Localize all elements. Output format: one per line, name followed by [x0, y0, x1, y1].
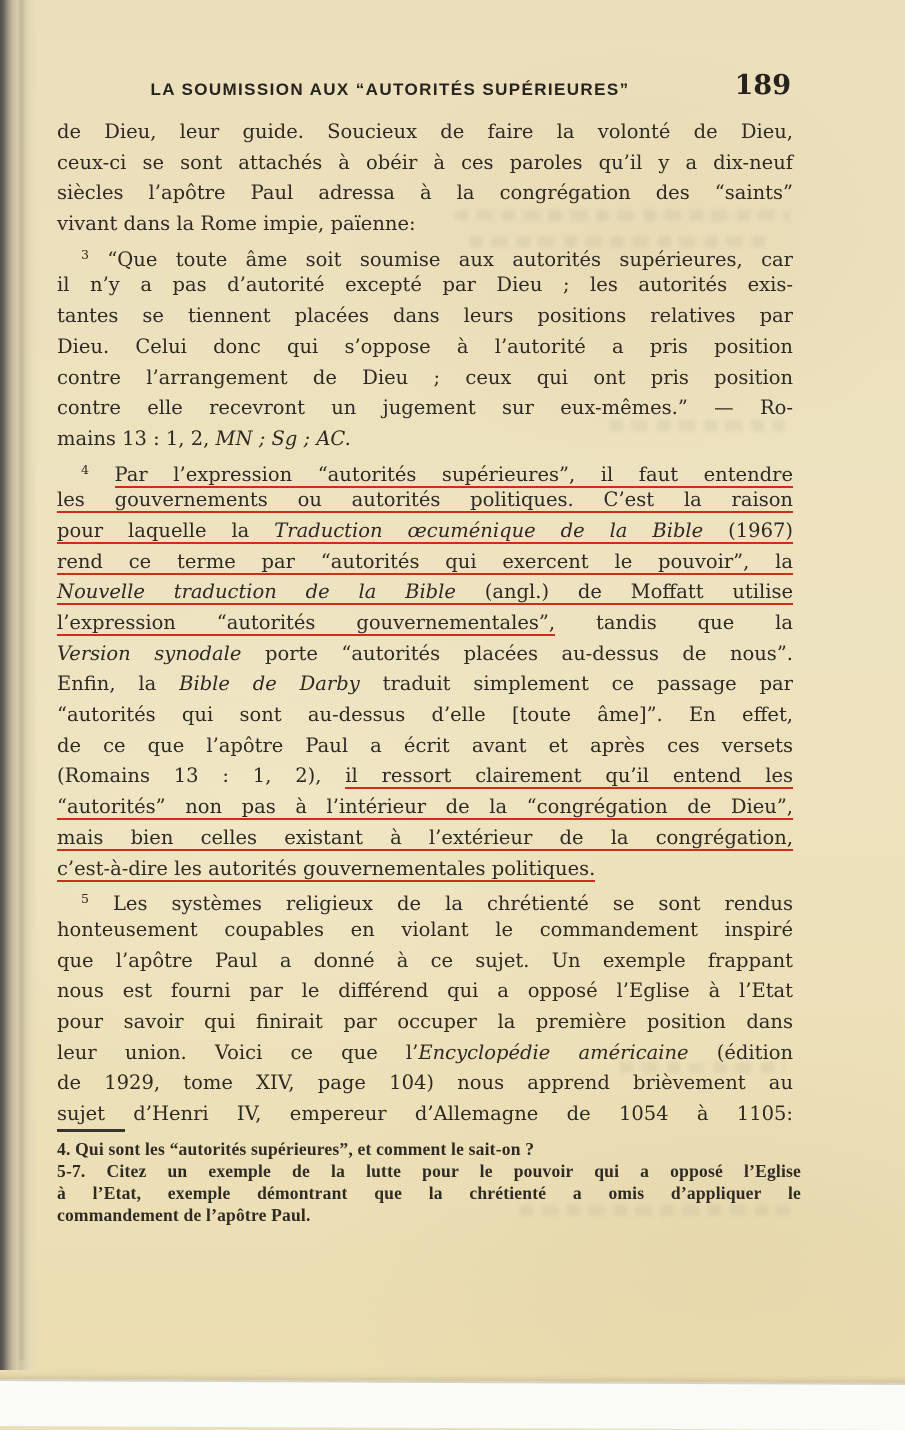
text-line	[57, 823, 793, 854]
page-number: 189	[734, 70, 791, 101]
study-question-footnotes	[57, 1138, 801, 1226]
text-segment: que l’apôtre Paul a donné à ce sujet. Un exemple frappant	[57, 948, 793, 972]
text-segment: Bible de Darby	[179, 672, 360, 696]
text-line	[57, 424, 793, 455]
text-line	[57, 363, 793, 394]
red-underlined-segment: il ressort clairement qu’il entend les	[345, 764, 793, 788]
red-underlined-segment: mais bien celles existant à l’extérieur de la congrégation,	[57, 825, 793, 849]
gutter-streak	[20, 0, 27, 1360]
text-line	[57, 301, 793, 332]
text-segment: honteusement coupables en violant le commandement inspiré	[57, 917, 793, 941]
text-line	[57, 976, 793, 1007]
text-segment: de Dieu, leur guide. Soucieux de faire la volonté de Dieu,	[57, 120, 793, 143]
running-title: LA SOUMISSION AUX “AUTORITÉS SUPÉRIEURES”	[150, 80, 630, 99]
red-underlined-segment: c’est-à-dire les autorités gouvernementales politiques.	[57, 856, 596, 880]
text-segment: porte “autorités placées au-dessus de nous”.	[241, 641, 793, 665]
red-underlined-segment: Nouvelle traduction de la Bible	[57, 580, 456, 604]
paragraph-number: 3	[81, 246, 89, 262]
text-line	[57, 577, 793, 608]
text-segment: contre elle recevront un jugement sur eux-mêmes.” — Ro-	[57, 396, 793, 420]
red-underlined-segment: (angl.) de Moffatt utilise	[455, 580, 793, 604]
text-segment: il n’y a pas d’autorité excepté par Dieu ; les autorités exis-	[57, 273, 793, 297]
text-line	[57, 854, 793, 885]
text-segment: Les systèmes religieux de la chrétienté se sont rendus	[88, 892, 793, 916]
text-segment: siècles l’apôtre Paul adressa à la congrégation des “saints”	[57, 181, 793, 205]
text-segment	[89, 463, 115, 486]
text-line	[57, 915, 793, 946]
red-underlined-segment: Traduction œcuménique de la Bible	[274, 518, 704, 542]
text-segment: vivant dans la Rome impie, païenne:	[57, 212, 416, 236]
footnote-separator-rule	[57, 1129, 125, 1132]
text-line	[57, 270, 793, 301]
text-line	[57, 209, 793, 240]
text-line	[57, 761, 793, 792]
text-line	[57, 669, 793, 700]
text-line	[57, 946, 793, 977]
text-segment: de 1929, tome XIV, page 104) nous apprend brièvement au	[57, 1071, 793, 1095]
text-segment: (édition	[688, 1040, 794, 1064]
text-segment: leur union. Voici ce que l’	[57, 1040, 419, 1064]
text-line	[57, 148, 793, 179]
footnote-line: 5-7. Citez un exemple de la lutte pour le pouvoir qui a opposé l’Eglise	[57, 1161, 801, 1181]
footnote-line: commandement de l’apôtre Paul.	[57, 1205, 311, 1225]
text-line	[57, 117, 793, 148]
text-segment: Encyclopédie américaine	[418, 1040, 689, 1064]
red-underlined-segment: rend ce terme par “autorités qui exercent le pouvoir”, la	[57, 549, 793, 573]
text-segment: de ce que l’apôtre Paul a écrit avant et après ces versets	[57, 733, 793, 757]
text-line	[57, 547, 793, 578]
text-line	[57, 1007, 793, 1038]
text-segment: MN ; Sg ; AC.	[215, 426, 351, 450]
book-gutter-shadow	[0, 0, 38, 1370]
text-line	[57, 455, 793, 486]
text-segment: Enfin, la	[57, 672, 180, 696]
scanner-bed-strip	[0, 1379, 905, 1430]
page-header	[57, 70, 793, 104]
text-line	[57, 332, 793, 363]
text-segment: contre l’arrangement de Dieu ; ceux qui ont pris position	[57, 365, 793, 389]
text-segment: tantes se tiennent placées dans leurs positions relatives par	[57, 304, 793, 328]
text-line	[57, 608, 793, 639]
text-segment: traduit simplement ce passage par	[359, 672, 793, 696]
paragraph-number: 5	[81, 891, 89, 907]
paragraph-number: 4	[81, 461, 89, 477]
footnote-line: à l’Etat, exemple démontrant que la chrétienté a omis d’appliquer le	[57, 1183, 801, 1203]
red-underlined-segment: “autorités” non pas à l’intérieur de la “congrégation de Dieu”,	[57, 795, 793, 819]
text-line	[57, 1068, 793, 1099]
text-segment: sujet d’Henri IV, empereur d’Allemagne de 1054 à 1105:	[57, 1102, 793, 1125]
text-line	[57, 485, 793, 516]
text-line	[57, 700, 793, 731]
body-text	[57, 117, 793, 1130]
text-segment: “Que toute âme soit soumise aux autorités supérieures, car	[88, 247, 793, 271]
text-line	[57, 178, 793, 209]
footnote-line: 4. Qui sont les “autorités supérieures”, et comment le sait-on ?	[57, 1139, 535, 1159]
red-underlined-segment: Par l’expression “autorités supérieures”, il faut entendre	[114, 462, 793, 486]
text-segment: pour savoir qui finirait par occuper la première position dans	[57, 1009, 793, 1033]
red-underlined-segment: l’expression “autorités gouvernementales”,	[57, 611, 556, 634]
text-line	[57, 516, 793, 547]
text-line	[57, 731, 793, 762]
text-segment: mains 13 : 1, 2,	[57, 426, 216, 450]
text-segment: (Romains 13 : 1, 2),	[57, 764, 346, 788]
text-line	[57, 1099, 793, 1130]
red-underlined-segment: les gouvernements ou autorités politiques. C’est la raison	[57, 488, 793, 512]
text-line	[57, 639, 793, 670]
text-segment: tandis que la	[555, 611, 793, 634]
red-underlined-segment: pour laquelle la	[57, 518, 275, 542]
text-line	[57, 884, 793, 915]
text-line	[57, 240, 793, 271]
text-segment: Dieu. Celui donc qui s’oppose à l’autorité a pris position	[57, 334, 793, 358]
text-segment: Version synodale	[57, 641, 242, 665]
text-line	[57, 792, 793, 823]
text-segment: nous est fourni par le différend qui a opposé l’Eglise à l’Etat	[57, 979, 793, 1003]
text-line	[57, 393, 793, 424]
text-segment: “autorités qui sont au-dessus d’elle [toute âme]”. En effet,	[57, 703, 793, 727]
red-underlined-segment: (1967)	[703, 518, 794, 542]
text-segment: ceux-ci se sont attachés à obéir à ces paroles qu’il y a dix-neuf	[57, 150, 793, 174]
text-line	[57, 1038, 793, 1069]
